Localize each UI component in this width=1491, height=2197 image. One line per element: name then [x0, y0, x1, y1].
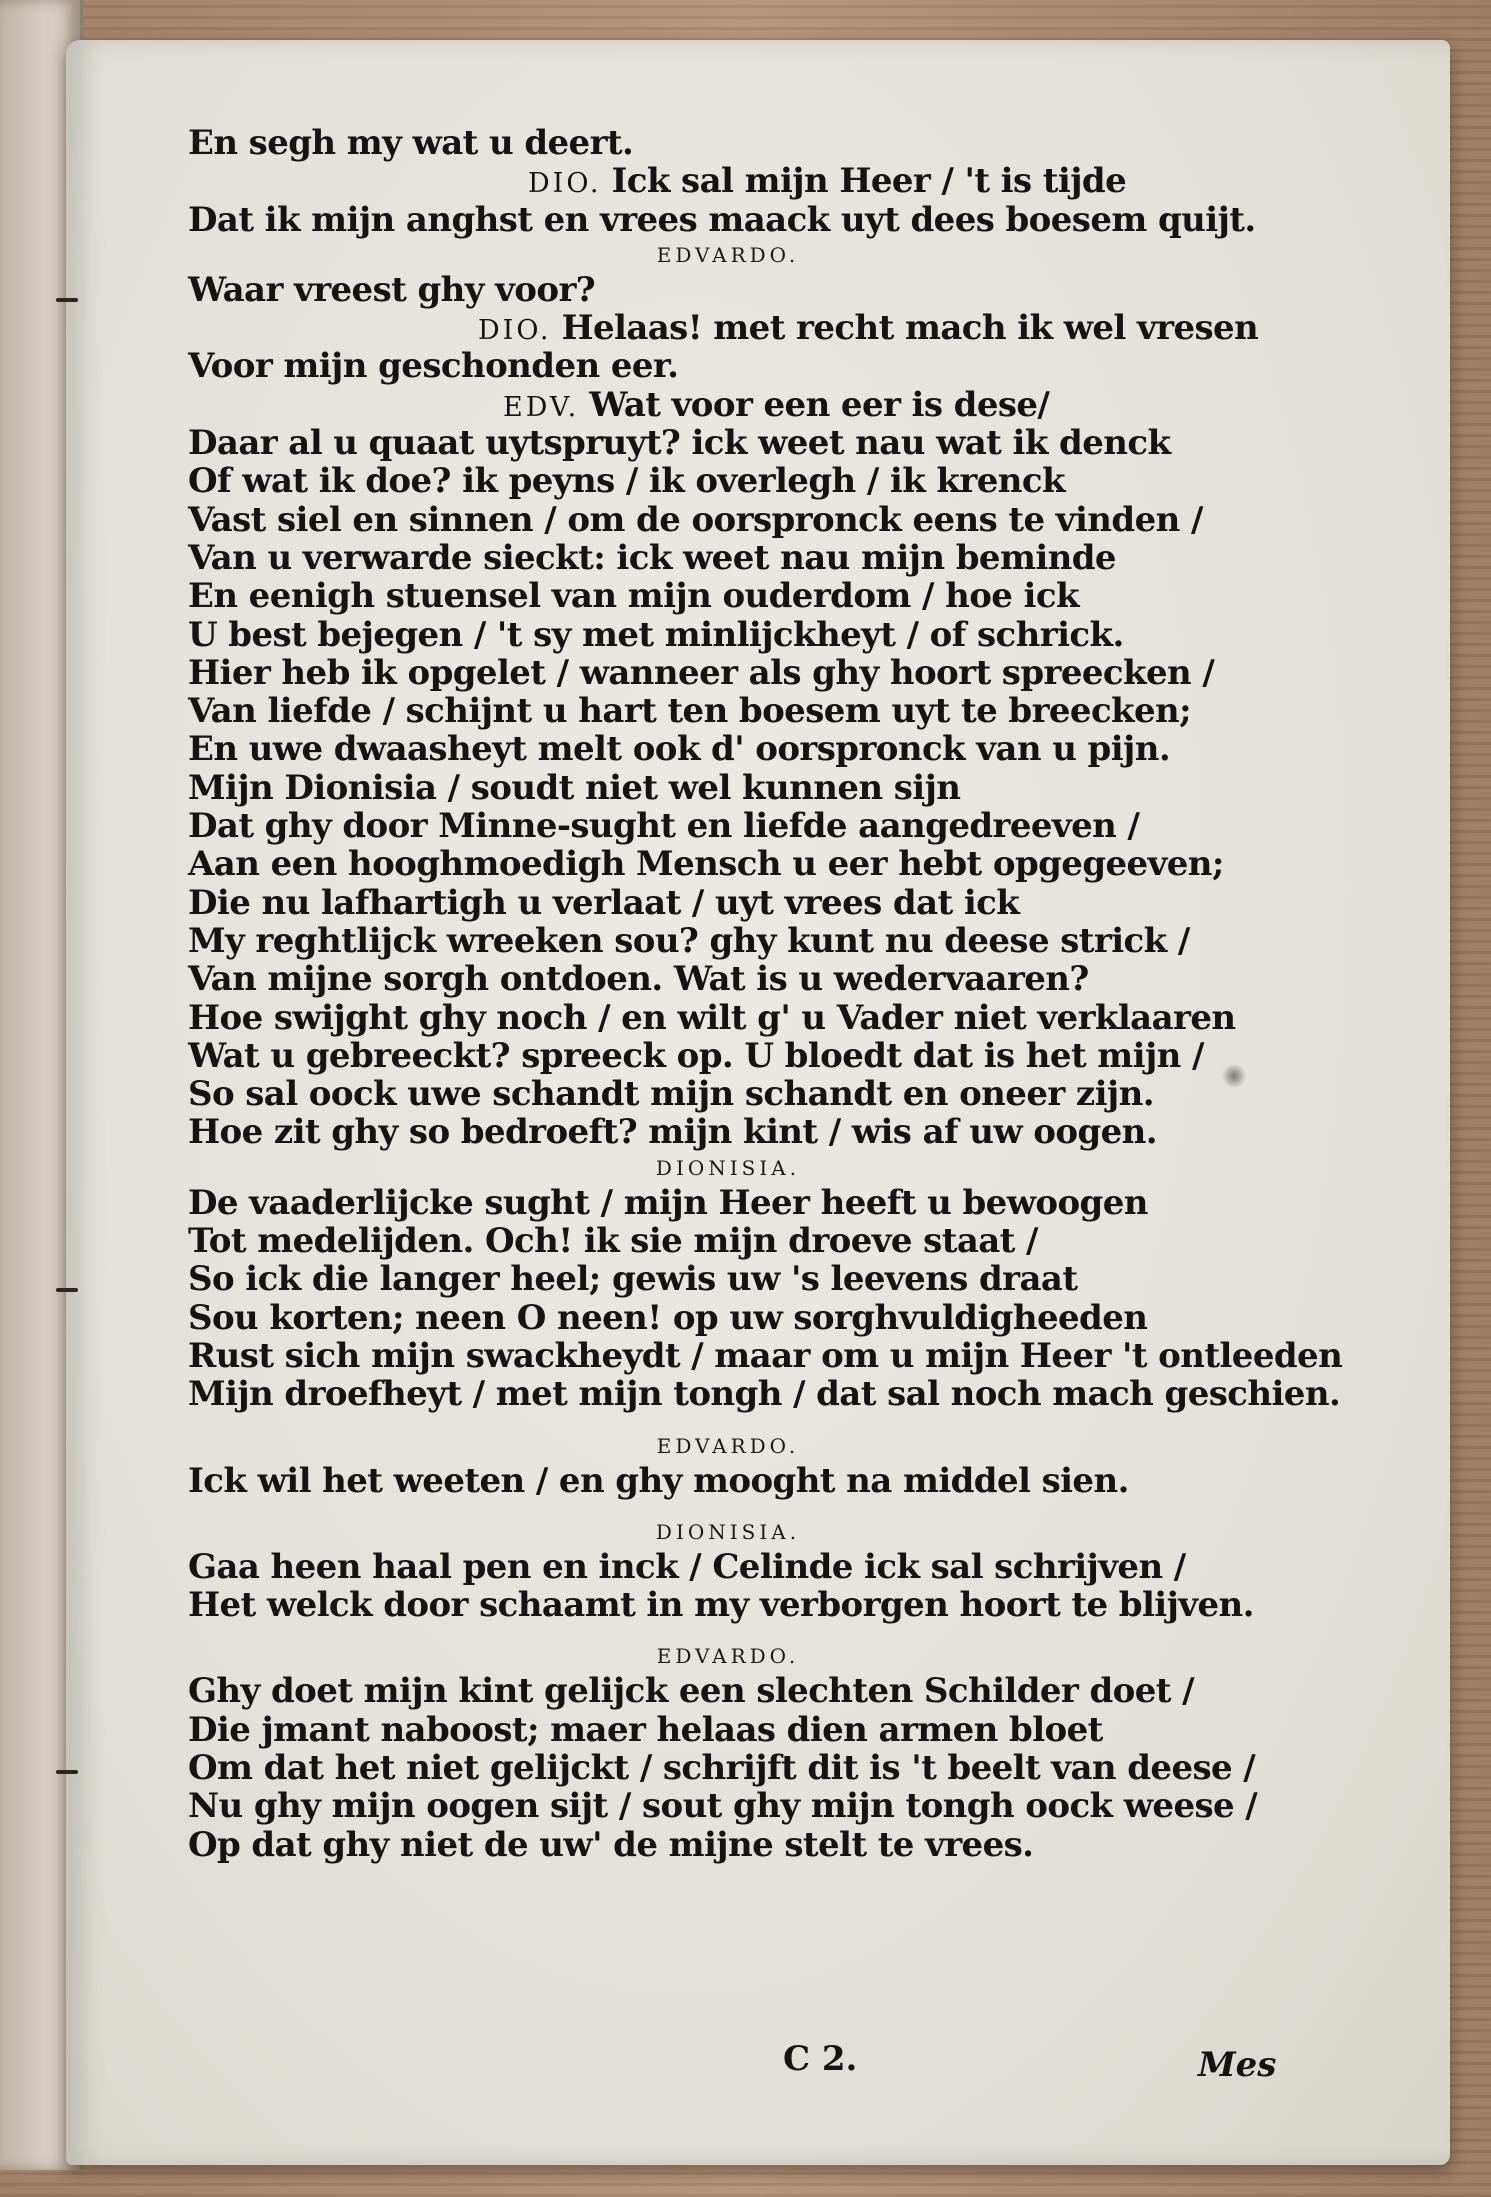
gutter-mark	[56, 1288, 78, 1292]
speaker-heading: EDVARDO.	[656, 242, 800, 267]
gutter-mark	[56, 1770, 78, 1774]
verse-text: Ick sal mijn Heer / 't is tijde	[611, 161, 1127, 202]
verse-line	[188, 386, 1268, 424]
verse-line: Van mijne sorgh ontdoen. Wat is u wedervaaren?	[188, 959, 1089, 1000]
verse-line: Of wat ik doe? ik peyns / ik overlegh / ik krenck	[188, 461, 1065, 502]
verse-line: En eenigh stuensel van mijn ouderdom / hoe ick	[188, 576, 1079, 617]
verse-line: Sou korten; neen O neen! op uw sorghvuldigheeden	[188, 1297, 1148, 1338]
verse-line: Rust sich mijn swackheydt / maar om u mijn Heer 't ontleeden	[188, 1335, 1343, 1376]
verse-line: Van u verwarde sieckt: ick weet nau mijn beminde	[188, 537, 1116, 578]
verse-line: Mijn Dionisia / soudt niet wel kunnen sijn	[188, 767, 961, 808]
verse-line: Hoe zit ghy so bedroeft? mijn kint / wis af uw oogen.	[188, 1112, 1158, 1153]
speaker-label: EDV.	[503, 391, 580, 423]
verse-line: Dat ghy door Minne-sught en liefde aangedreeven /	[188, 806, 1140, 847]
verse-line: Die jmant naboost; maer helaas dien armen bloet	[188, 1709, 1103, 1750]
verse-line: Tot medelijden. Och! ik sie mijn droeve staat /	[188, 1221, 1038, 1262]
speaker-heading: EDVARDO.	[656, 1433, 800, 1458]
verse-line: Het welck door schaamt in my verborgen hoort te blijven.	[188, 1585, 1254, 1626]
verse-line: Waar vreest ghy voor?	[188, 269, 596, 310]
verse-text: Wat voor een eer is dese/	[589, 384, 1050, 425]
text-block	[188, 123, 1343, 2085]
verse-line: So ick die langer heel; gewis uw 's leevens draat	[188, 1259, 1078, 1300]
speaker-label: DIO.	[478, 315, 552, 347]
verse-line: Vast siel en sinnen / om de oorspronck eens te vinden /	[188, 499, 1203, 540]
speaker-heading: EDVARDO.	[656, 1644, 800, 1669]
verse-line: Ick wil het weeten / en ghy mooght na middel sien.	[188, 1460, 1129, 1501]
verse-lines	[188, 123, 1343, 1865]
catchword: Mes	[1198, 2045, 1277, 2085]
signature-mark: C 2.	[783, 2039, 858, 2079]
verse-line	[188, 309, 1268, 347]
speaker-line-wrap	[188, 309, 1258, 350]
verse-line: Nu ghy mijn oogen sijt / sout ghy mijn tongh oock weese /	[188, 1786, 1258, 1827]
verse-line: Daar al u quaat uytspruyt? ick weet nau wat ik denck	[188, 423, 1171, 464]
gutter-mark	[56, 298, 78, 302]
verse-line: En uwe dwaasheyt melt ook d' oorspronck van u pijn.	[188, 729, 1171, 770]
verse-text: Helaas! met recht mach ik wel vresen	[561, 308, 1259, 349]
verse-line: Op dat ghy niet de uw' de mijne stelt te vrees.	[188, 1824, 1034, 1865]
verse-line: De vaaderlijcke sught / mijn Heer heeft u bewoogen	[188, 1182, 1148, 1223]
verse-line: Voor mijn geschonden eer.	[188, 346, 679, 387]
verse-line: U best bejegen / 't sy met minlijckheyt / of schrick.	[188, 614, 1124, 655]
verse-line: My reghtlijck wreeken sou? ghy kunt nu deese strick /	[188, 920, 1190, 961]
verse-line	[188, 162, 1268, 200]
verse-line: Om dat het niet gelijckt / schrijft dit is 't beelt van deese /	[188, 1747, 1256, 1788]
verse-line: Van liefde / schijnt u hart ten boesem uyt te breecken;	[188, 691, 1192, 732]
verse-line: Gaa heen haal pen en inck / Celinde ick sal schrijven /	[188, 1546, 1186, 1587]
verse-line: Aan een hooghmoedigh Mensch u eer hebt opgegeeven;	[188, 844, 1224, 885]
verse-line: Die nu lafhartigh u verlaat / uyt vrees dat ick	[188, 882, 1020, 923]
verse-line: Wat u gebreeckt? spreeck op. U bloedt dat is het mijn /	[188, 1035, 1204, 1076]
verse-line: Mijn droefheyt / met mijn tongh / dat sal noch mach geschien.	[188, 1374, 1341, 1415]
verse-line: Ghy doet mijn kint gelijck een slechten Schilder doet /	[188, 1671, 1194, 1712]
speaker-heading: DIONISIA.	[655, 1155, 801, 1180]
speaker-heading: DIONISIA.	[655, 1519, 801, 1544]
speaker-line-wrap	[188, 162, 1126, 203]
verse-line: So sal oock uwe schandt mijn schandt en oneer zijn.	[188, 1074, 1154, 1115]
verse-line: En segh my wat u deert.	[188, 123, 634, 163]
verse-line: Hier heb ik opgelet / wanneer als ghy hoort spreecken /	[188, 652, 1215, 693]
page-footer	[188, 2039, 1277, 2085]
speaker-line-wrap	[188, 386, 1049, 427]
verse-line: Hoe swijght ghy noch / en wilt g' u Vader niet verklaaren	[188, 997, 1236, 1038]
speaker-label: DIO.	[528, 168, 602, 200]
verse-line: Dat ik mijn anghst en vrees maack uyt dees boesem quijt.	[188, 199, 1256, 240]
